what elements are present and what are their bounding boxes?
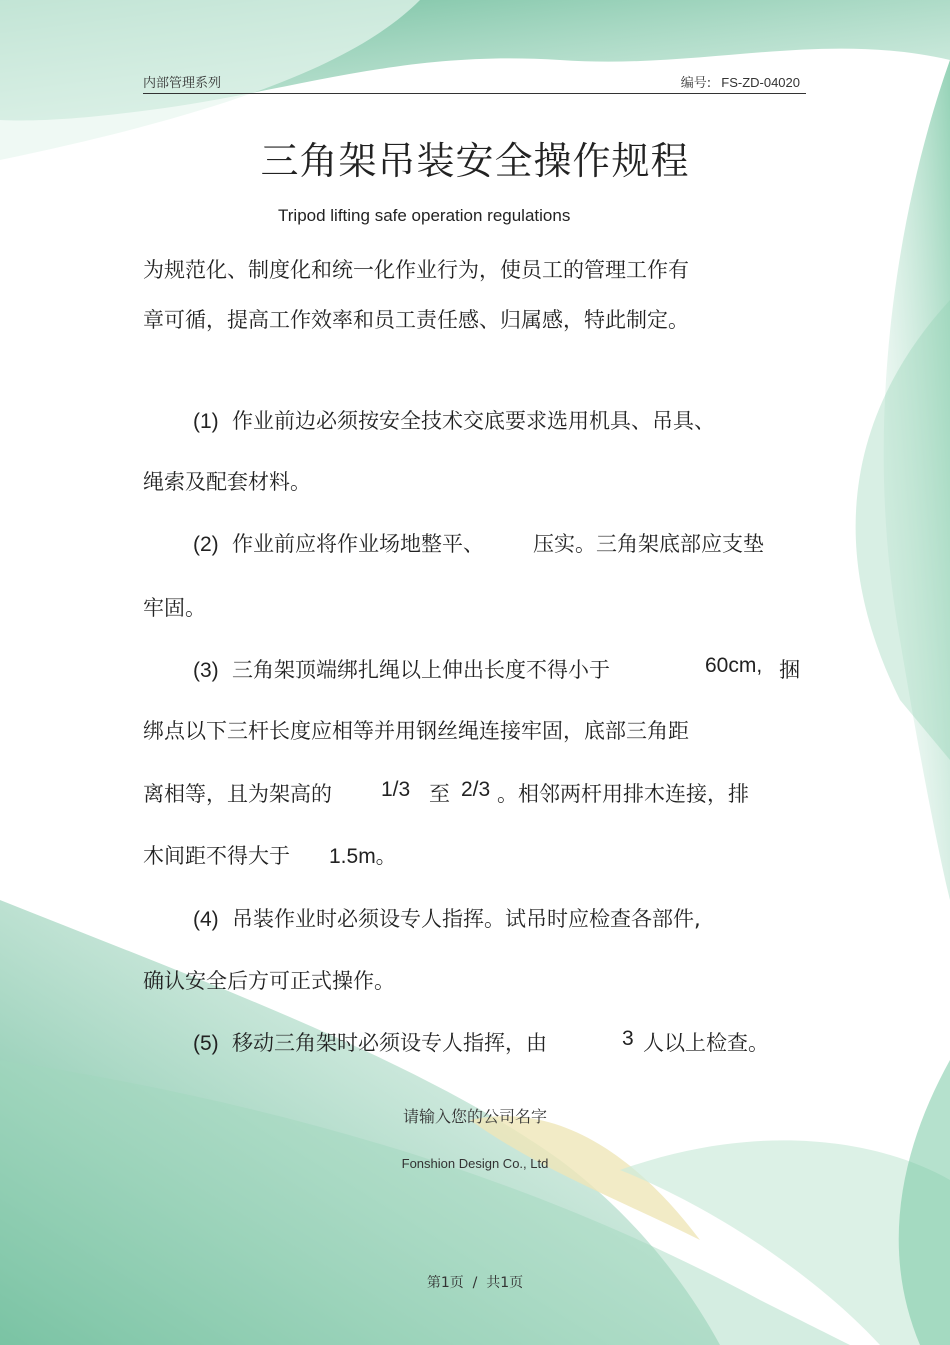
intro-line-2: 章可循，提高工作效率和员工责任感、归属感，特此制定。: [143, 308, 689, 332]
clause-3-text-3e: 。相邻两杆用排木连接，排: [497, 782, 749, 806]
clause-1-number: (1): [193, 410, 219, 433]
header-series: 内部管理系列: [143, 76, 222, 91]
clause-4-line-2: 确认安全后方可正式操作。: [143, 969, 395, 993]
clause-3-text-3c: 至: [429, 782, 450, 806]
clause-4-number: (4): [193, 908, 219, 931]
clause-3-text-4a: 木间距不得大于: [143, 844, 290, 868]
company-name-cn: 请输入您的公司名字: [402, 1107, 547, 1126]
header-code-value: FS-ZD-04020: [721, 75, 800, 90]
clause-3-text-3d: 2/3: [461, 778, 491, 801]
clause-3-line-2: 绑点以下三杆长度应相等并用钢丝绳连接牢固，底部三角距: [143, 719, 689, 743]
clause-1-text-1: 作业前边必须按安全技术交底要求选用机具、吊具、: [232, 409, 716, 433]
document-title: 三角架吊装安全操作规程: [260, 139, 690, 183]
header-code: [681, 72, 800, 91]
intro-line-1: 为规范化、制度化和统一化作业行为，使员工的管理工作有: [143, 258, 689, 282]
document-subtitle: Tripod lifting safe operation regulations: [278, 206, 571, 225]
clause-2-line-2: 牢固。: [143, 596, 206, 620]
clause-3-text-1b: 60cm,: [705, 654, 763, 677]
clause-3-text-1a: 三角架顶端绑扎绳以上伸出长度不得小于: [232, 658, 611, 682]
clause-3-text-4b: 1.5m。: [329, 845, 397, 868]
page-number: 第1页 / 共1页: [426, 1275, 524, 1291]
clause-2-text-1a: 作业前应将作业场地整平、: [232, 532, 485, 556]
clause-4-line-1: [193, 903, 701, 933]
header-divider: [143, 93, 806, 94]
clause-5-text-1c: 人以上检查。: [643, 1031, 769, 1055]
clause-4-text-1: 吊装作业时必须设专人指挥。试吊时应检查各部件,: [232, 907, 701, 931]
clause-5-text-1b: 3: [622, 1027, 634, 1050]
clause-2-text-1b: 压实。三角架底部应支垫: [533, 532, 764, 556]
clause-2-line-1: [193, 528, 484, 558]
clause-1-line-2: 绳索及配套材料。: [143, 470, 311, 494]
clause-1-line-1: [193, 405, 715, 435]
clause-5-line-1: [193, 1027, 547, 1057]
clause-3-line-1: [193, 654, 610, 684]
company-name-en: Fonshion Design Co., Ltd: [401, 1156, 549, 1171]
clause-5-text-1a: 移动三角架时必须设专人指挥，由: [232, 1031, 548, 1055]
clause-2-number: (2): [193, 533, 219, 556]
header-code-label: 编号:: [680, 76, 712, 91]
clause-3-number: (3): [193, 659, 219, 682]
clause-3-text-3a: 离相等，且为架高的: [143, 782, 332, 806]
clause-3-text-1c: 捆: [779, 658, 800, 682]
clause-5-number: (5): [193, 1032, 219, 1055]
clause-3-text-3b: 1/3: [381, 778, 411, 801]
